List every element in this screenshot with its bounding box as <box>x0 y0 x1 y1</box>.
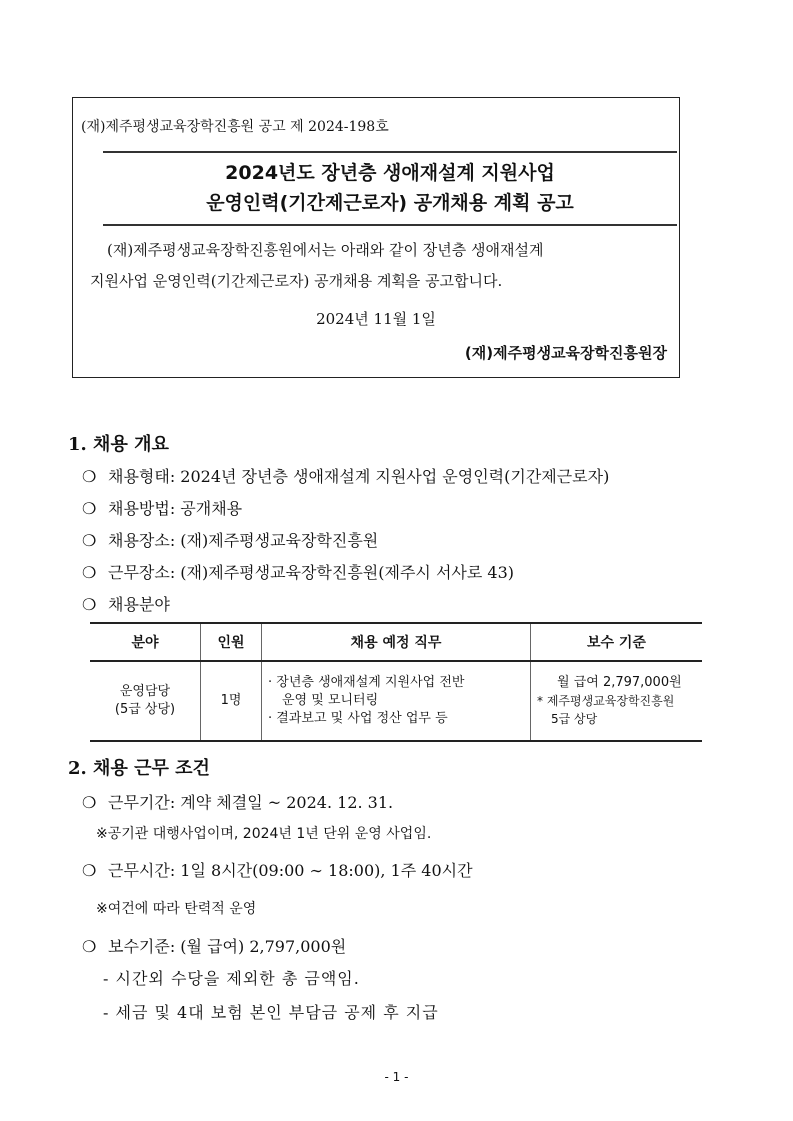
intro-text <box>90 235 680 297</box>
header-count: 인원 <box>201 623 262 661</box>
list-item: ❍ 보수기준: (월 급여) 2,797,000원 <box>82 937 347 956</box>
bullet-icon: ❍ <box>82 531 97 550</box>
notice-date: 2024년 11월 1일 <box>316 310 436 328</box>
bullet-icon: ❍ <box>82 861 97 880</box>
pay-detail-2: - 세금 및 4대 보험 본인 부담금 공제 후 지급 <box>103 1003 439 1022</box>
notice-title <box>103 151 677 226</box>
page-number: - 1 - <box>384 1070 409 1084</box>
bullet-icon: ❍ <box>82 467 97 486</box>
notice-box <box>72 97 680 378</box>
list-item: ❍ 채용형태: 2024년 장년층 생애재설계 지원사업 운영인력(기간제근로자) <box>82 467 610 486</box>
header-pay: 보수 기준 <box>531 623 703 661</box>
header-field: 분야 <box>90 623 201 661</box>
cell-duty: · 장년층 생애재설계 지원사업 전반 운영 및 모니터링 · 결과보고 및 사업 정산 업무 등 <box>262 661 531 741</box>
bullet-filled-icon: ❍ <box>82 937 97 956</box>
bullet-icon: ❍ <box>82 793 97 812</box>
list-item: ❍ 근무장소: (재)제주평생교육장학진흥원(제주시 서사로 43) <box>82 563 515 582</box>
intro-line-1: (재)제주평생교육장학진흥원에서는 아래와 같이 장년층 생애재설계 <box>107 241 544 259</box>
bullet-icon: ❍ <box>82 563 97 582</box>
cell-count: 1명 <box>201 661 262 741</box>
table-row <box>90 661 702 741</box>
section-1-heading: 1. 채용 개요 <box>68 434 169 455</box>
title-line-2: 운영인력(기간제근로자) 공개채용 계획 공고 <box>206 192 574 214</box>
list-item: ❍ 근무시간: 1일 8시간(09:00 ∼ 18:00), 1주 40시간 <box>82 861 473 880</box>
recruitment-table <box>90 622 702 742</box>
table-header-row <box>90 623 702 661</box>
intro-line-2: 지원사업 운영인력(기간제근로자) 공개채용 계획을 공고합니다. <box>90 272 503 290</box>
cell-field: 운영담당 (5급 상당) <box>90 661 201 741</box>
notice-number: (재)제주평생교육장학진흥원 공고 제 2024-198호 <box>81 119 389 135</box>
cell-pay: 월 급여 2,797,000원 * 제주평생교육장학진흥원 5급 상당 <box>531 661 703 741</box>
list-item: ❍ 채용방법: 공개채용 <box>82 499 243 518</box>
section-2-heading: 2. 채용 근무 조건 <box>68 758 210 779</box>
list-item: ❍ 근무기간: 계약 체결일 ~ 2024. 12. 31. <box>82 793 394 812</box>
title-line-1: 2024년도 장년층 생애재설계 지원사업 <box>225 162 555 184</box>
hours-note: ※여건에 따라 탄력적 운영 <box>96 901 257 917</box>
list-item: ❍ 채용분야 <box>82 595 170 614</box>
issuer: (재)제주평생교육장학진흥원장 <box>464 344 667 362</box>
header-duty: 채용 예정 직무 <box>262 623 531 661</box>
period-note: ※공기관 대행사업이며, 2024년 1년 단위 운영 사업임. <box>96 826 432 842</box>
list-item: ❍ 채용장소: (재)제주평생교육장학진흥원 <box>82 531 379 550</box>
bullet-icon: ❍ <box>82 499 97 518</box>
pay-detail-1: - 시간외 수당을 제외한 총 금액임. <box>103 969 360 988</box>
bullet-icon: ❍ <box>82 595 97 614</box>
